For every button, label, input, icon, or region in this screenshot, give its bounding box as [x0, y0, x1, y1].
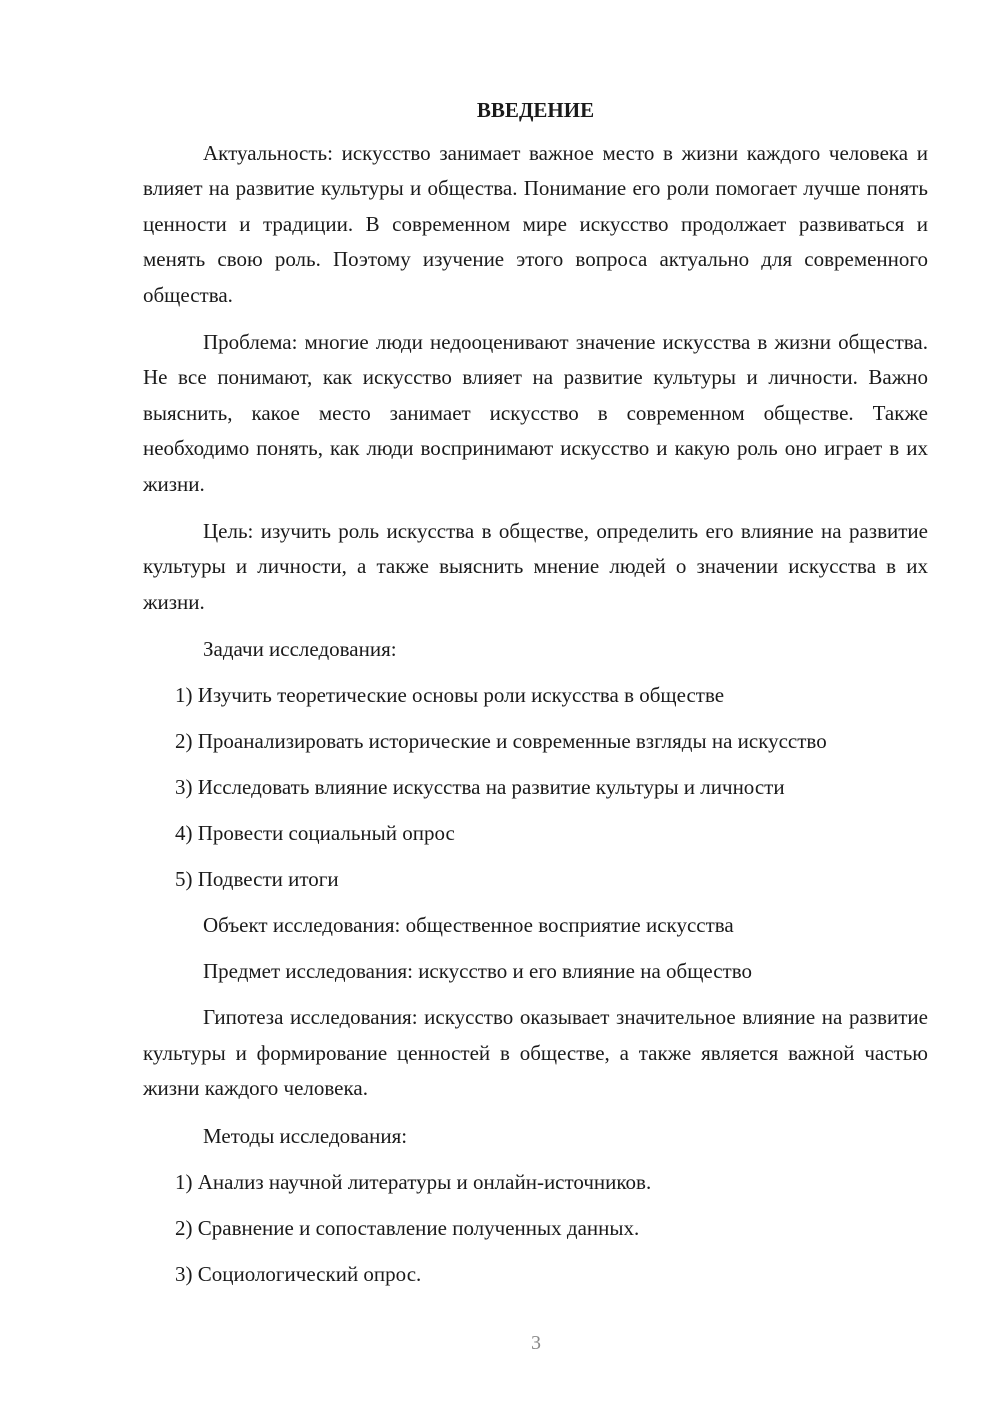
method-item-3: 3) Социологический опрос.	[175, 1261, 422, 1286]
hypothesis-paragraph: Гипотеза исследования: искусство оказывает значительное влияние на развитие культуры и формирование ценностей в обществе, а также является важной частью жизни каждого человека.	[143, 1005, 928, 1101]
problem-paragraph: Проблема: многие люди недооценивают значение искусства в жизни общества. Не все понимают, как искусство влияет на развитие культуры и личности. Важно выяснить, какое место занимает искусство в современном обществе. Также необходимо понять, как люди воспринимают искусство и какую роль оно играет в их жизни.	[143, 330, 928, 496]
relevance-paragraph: Актуальность: искусство занимает важное место в жизни каждого человека и влияет на развитие культуры и общества. Понимание его роли помогает лучше понять ценности и традиции. В современном мире искусство продолжает развиваться и менять свою роль. Поэтому изучение этого вопроса актуально для современного общества.	[143, 141, 928, 307]
subject-line: Предмет исследования: искусство и его влияние на общество	[203, 959, 752, 984]
method-item-1: 1) Анализ научной литературы и онлайн-источников.	[175, 1169, 652, 1194]
methods-heading: Методы исследования:	[203, 1123, 408, 1148]
task-item-2: 2) Проанализировать исторические и современные взгляды на искусство	[175, 729, 827, 754]
object-line: Объект исследования: общественное восприятие искусства	[203, 913, 734, 938]
task-item-5: 5) Подвести итоги	[175, 867, 339, 892]
page-title: ВВЕДЕНИЕ	[476, 98, 595, 122]
document-page	[143, 94, 928, 1303]
tasks-heading: Задачи исследования:	[203, 637, 397, 662]
task-item-1: 1) Изучить теоретические основы роли искусства в обществе	[175, 683, 725, 708]
task-item-3: 3) Исследовать влияние искусства на развитие культуры и личности	[175, 775, 785, 800]
page-number: 3	[531, 1332, 541, 1354]
method-item-2: 2) Сравнение и сопоставление полученных данных.	[175, 1215, 640, 1240]
task-item-4: 4) Провести социальный опрос	[175, 821, 455, 846]
goal-paragraph: Цель: изучить роль искусства в обществе, определить его влияние на развитие культуры и личности, а также выяснить мнение людей о значении искусства в их жизни.	[143, 519, 928, 614]
